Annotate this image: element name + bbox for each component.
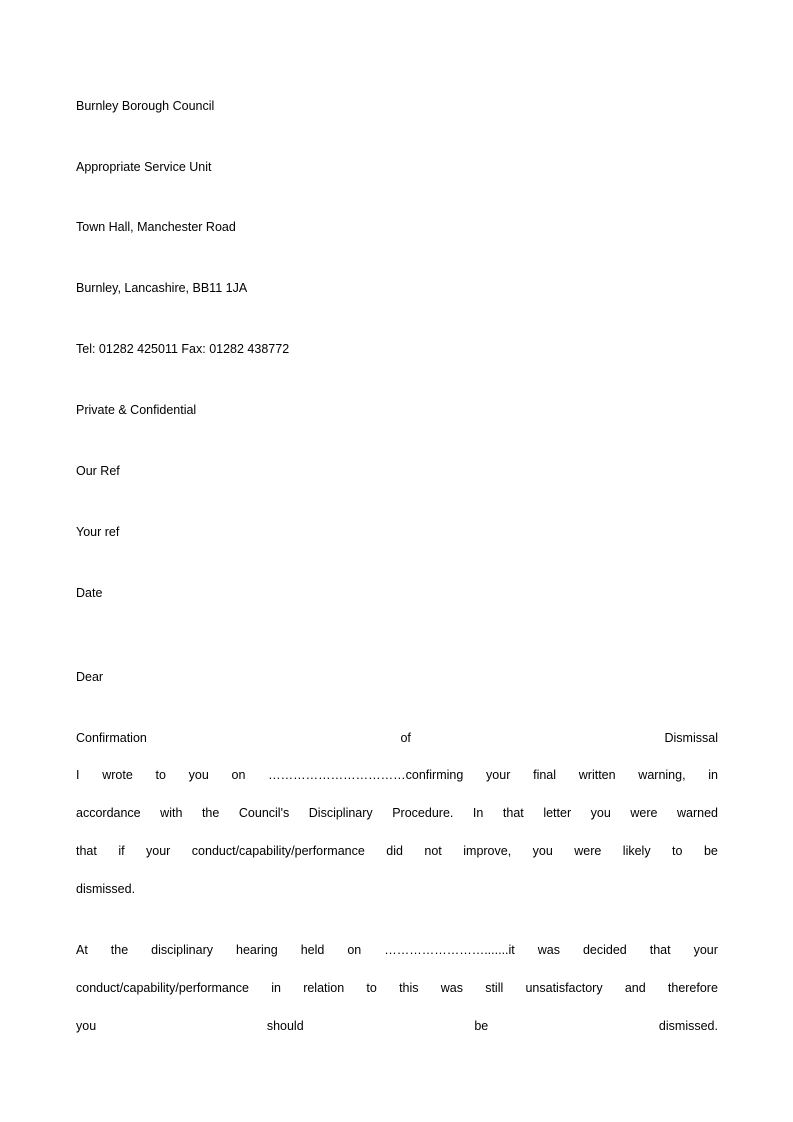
word: your — [693, 943, 718, 957]
word: did — [386, 844, 403, 858]
word: ……………………………confirming — [268, 768, 464, 782]
word: was — [537, 943, 560, 957]
word: likely — [622, 844, 651, 858]
paragraph-2-line — [76, 1018, 718, 1034]
word: still — [485, 981, 504, 995]
word: therefore — [667, 981, 718, 995]
word: warning, — [638, 768, 686, 782]
confidential-label: Private & Confidential — [76, 403, 197, 417]
word: your — [486, 768, 511, 782]
word: should — [266, 1019, 304, 1033]
word: in — [708, 768, 718, 782]
word: …………………….......it — [384, 943, 515, 957]
subject-line — [76, 730, 718, 746]
word: was — [440, 981, 463, 995]
paragraph-2-line — [76, 942, 718, 958]
your-ref-label: Your ref — [76, 525, 120, 539]
address-line-2: Burnley, Lancashire, BB11 1JA — [76, 281, 248, 295]
word: the — [110, 943, 129, 957]
word: final — [533, 768, 557, 782]
word: you — [590, 806, 611, 820]
word: with — [160, 806, 183, 820]
word: were — [630, 806, 658, 820]
address-line-1: Town Hall, Manchester Road — [76, 220, 236, 234]
word: in — [271, 981, 281, 995]
word: were — [574, 844, 602, 858]
subject-word: of — [400, 731, 411, 745]
word: that — [76, 844, 97, 858]
word: to — [672, 844, 683, 858]
org-name: Burnley Borough Council — [76, 99, 215, 113]
word: Disciplinary — [308, 806, 373, 820]
word: you — [76, 1019, 97, 1033]
word: warned — [677, 806, 718, 820]
word: decided — [582, 943, 627, 957]
word: be — [703, 844, 718, 858]
salutation: Dear — [76, 670, 104, 684]
word: In — [472, 806, 484, 820]
word: if — [118, 844, 125, 858]
word: not — [424, 844, 442, 858]
subject-word: Dismissal — [664, 731, 718, 745]
date-label: Date — [76, 586, 103, 600]
word: accordance — [76, 806, 141, 820]
word: dismissed. — [658, 1019, 718, 1033]
word: your — [146, 844, 171, 858]
word: that — [502, 806, 524, 820]
paragraph-1-line — [76, 767, 718, 783]
word: be — [474, 1019, 489, 1033]
word: to — [155, 768, 166, 782]
word: relation — [303, 981, 345, 995]
word: disciplinary — [151, 943, 214, 957]
word: that — [649, 943, 671, 957]
contact-line: Tel: 01282 425011 Fax: 01282 438772 — [76, 342, 290, 356]
word: letter — [543, 806, 572, 820]
word: I — [76, 768, 80, 782]
word: to — [366, 981, 377, 995]
word: and — [624, 981, 646, 995]
paragraph-1-last-line: dismissed. — [76, 882, 136, 896]
word: conduct/capability/performance — [76, 981, 250, 995]
word: on — [231, 768, 246, 782]
word: you — [188, 768, 209, 782]
word: written — [578, 768, 616, 782]
word: unsatisfactory — [525, 981, 603, 995]
word: this — [399, 981, 419, 995]
word: improve, — [463, 844, 512, 858]
word: At — [76, 943, 88, 957]
our-ref-label: Our Ref — [76, 464, 120, 478]
word: Procedure. — [392, 806, 454, 820]
word: conduct/capability/performance — [191, 844, 365, 858]
paragraph-2-line — [76, 980, 718, 996]
subject-word: Confirmation — [76, 731, 147, 745]
word: hearing — [236, 943, 278, 957]
word: Council's — [238, 806, 290, 820]
word: the — [201, 806, 220, 820]
word: held — [300, 943, 325, 957]
paragraph-1-line — [76, 843, 718, 859]
word: you — [532, 844, 553, 858]
paragraph-1-line — [76, 805, 718, 821]
word: on — [347, 943, 362, 957]
word: wrote — [102, 768, 133, 782]
service-unit: Appropriate Service Unit — [76, 160, 212, 174]
